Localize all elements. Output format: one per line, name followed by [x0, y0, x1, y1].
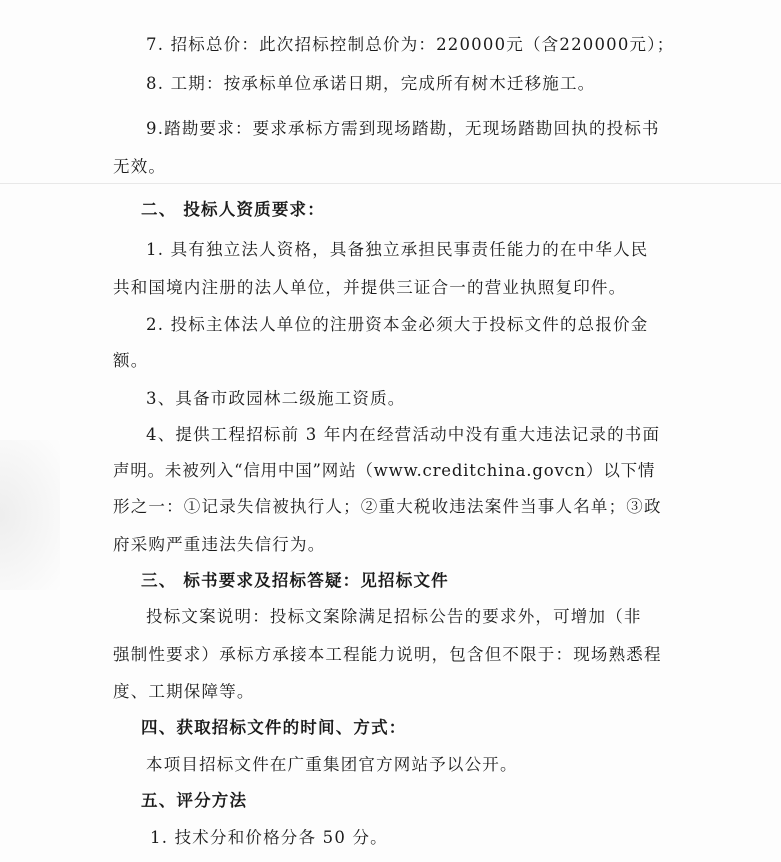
qualification-1-continuation: 共和国境内注册的法人单位，并提供三证合一的营业执照复印件。	[113, 278, 627, 297]
clause-8-schedule: 8. 工期：按承标单位承诺日期，完成所有树木迁移施工。	[146, 74, 596, 93]
scan-smudge	[0, 440, 60, 590]
qualification-2-continuation: 额。	[113, 351, 149, 370]
qualification-4-line-3: 形之一：①记录失信被执行人；②重大税收违法案件当事人名单；③政	[113, 497, 662, 516]
clause-7-total-price: 7. 招标总价：此次招标控制总价为：220000元（含220000元）；	[146, 35, 675, 54]
section-4-heading: 四、获取招标文件的时间、方式：	[141, 718, 407, 737]
bid-document-note-line-3: 度、工期保障等。	[113, 682, 255, 701]
qualification-4: 4、提供工程招标前 3 年内在经营活动中没有重大违法记录的书面	[146, 425, 661, 444]
bid-document-note-line-2: 强制性要求）承标方承接本工程能力说明，包含但不限于：现场熟悉程	[113, 645, 662, 664]
section-2-heading: 二、 投标人资质要求：	[141, 200, 325, 219]
section-5-heading: 五、评分方法	[141, 791, 248, 810]
clause-9-continuation: 无效。	[113, 157, 167, 176]
scan-seam	[0, 183, 781, 184]
qualification-4-line-4: 府采购严重违法失信行为。	[113, 535, 326, 554]
section-4-body: 本项目招标文件在广重集团官方网站予以公开。	[146, 755, 518, 774]
qualification-1: 1. 具有独立法人资格，具备独立承担民事责任能力的在中华人民	[146, 240, 649, 259]
qualification-2: 2. 投标主体法人单位的注册资本金必须大于投标文件的总报价金	[146, 315, 649, 334]
scoring-item-1: 1. 技术分和价格分各 50 分。	[150, 828, 388, 847]
bid-document-note: 投标文案说明：投标文案除满足招标公告的要求外，可增加（非	[146, 607, 642, 626]
qualification-4-line-2: 声明。未被列入“信用中国”网站（www.creditchina.govcn）以下情	[113, 461, 656, 480]
section-3-heading: 三、 标书要求及招标答疑：见招标文件	[141, 571, 449, 590]
qualification-3: 3、具备市政园林二级施工资质。	[146, 389, 406, 408]
clause-9-site-survey: 9.踏勘要求：要求承标方需到现场踏勘，无现场踏勘回执的投标书	[146, 119, 660, 138]
